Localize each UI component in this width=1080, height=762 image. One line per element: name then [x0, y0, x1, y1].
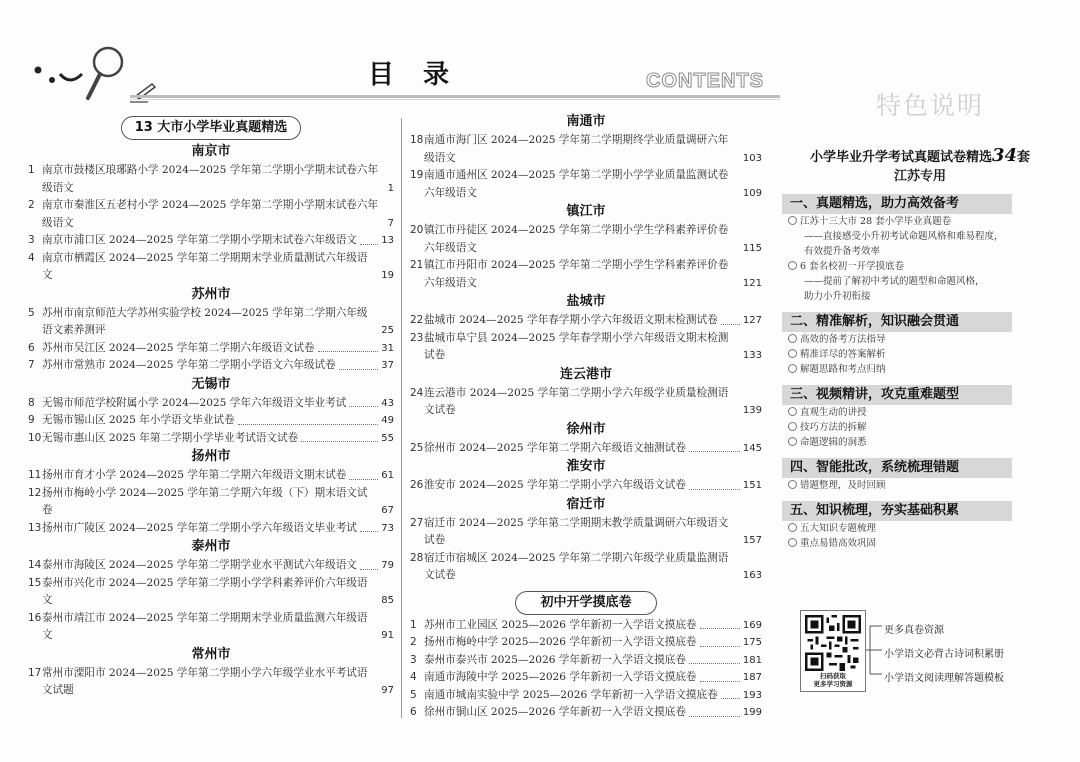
- bullet-dot-icon: [788, 261, 797, 270]
- toc-entry-page: 7: [387, 217, 394, 229]
- feature-bullet: [782, 274, 1058, 289]
- toc-entry[interactable]: [410, 385, 762, 420]
- toc-entry-title: 泰州市靖江市 2024—2025 学年第二学期期末学业质量监测六年级语文: [42, 611, 368, 641]
- city-heading: 泰州市: [191, 539, 231, 554]
- toc-entry[interactable]: [28, 575, 394, 610]
- toc-entry-title: 泰州市泰兴市 2025—2026 学年新初一入学语文摸底卷: [424, 653, 686, 666]
- toc-entry-number: 1: [28, 164, 35, 176]
- toc-entry-number: 8: [28, 396, 35, 409]
- resource-link-1[interactable]: 更多真卷资源: [884, 625, 944, 636]
- toc-entry[interactable]: [28, 162, 394, 197]
- toc-entry-page: 43: [381, 397, 394, 409]
- toc-entry-title: 宿迁市宿城区 2024—2025 学年第二学期六年级学业质量监测语文试卷: [424, 551, 729, 581]
- toc-entry-page: 67: [381, 505, 394, 516]
- toc-entry-title: 南通市城南实验中学 2025—2026 学年新初一入学语文摸底卷: [424, 688, 718, 701]
- toc-entry-title: 南通市通州区 2024—2025 学年第二学期小学学业质量监测试卷六年级语文: [424, 169, 729, 199]
- toc-entry-title: 扬州市梅岭小学 2024—2025 学年第二学期六年级（下）期末语文试卷: [42, 486, 368, 516]
- toc-entry-page: 85: [381, 595, 394, 606]
- book-title-prefix: 小学毕业升学考试真题试卷精选: [809, 150, 992, 165]
- toc-entry-number: 2: [28, 199, 35, 211]
- feature-bullet: [782, 362, 1058, 377]
- toc-entry-title: 南京市栖霞区 2024—2025 学年第二学期期末学业质量测试六年级语文: [42, 251, 368, 281]
- feature-band: 四、智能批改，系统梳理错题: [782, 458, 1012, 478]
- bullet-dot-icon: [788, 480, 797, 489]
- toc-leader-dots: [318, 351, 379, 352]
- toc-entry-number: 3: [28, 234, 35, 246]
- feature-bullet-text: ——直接感受小升初考试命题风格和难易程度，: [804, 231, 1004, 242]
- toc-entry-title: 无锡市锡山区 2025 年小学语文毕业试卷: [42, 414, 235, 426]
- toc-leader-dots: [689, 663, 740, 664]
- toc-entry-page: 121: [742, 277, 762, 289]
- toc-entry[interactable]: [410, 704, 762, 722]
- feature-bullet: [782, 521, 1058, 536]
- toc-entry-page: 145: [742, 442, 762, 454]
- toc-entry-page: 109: [742, 187, 762, 199]
- toc-entry-number: 16: [28, 611, 42, 624]
- city-heading: 宿迁市: [566, 496, 606, 512]
- toc-leader-dots: [700, 681, 740, 682]
- toc-entry-title: 南京市浦口区 2024—2025 学年第二学期小学期末试卷六年级语文: [42, 234, 357, 246]
- feature-bullet-text: 技巧方法的拆解: [800, 422, 867, 433]
- toc-entry[interactable]: [410, 132, 762, 167]
- toc-entry-title: 无锡市惠山区 2025 年第二学期小学毕业考试语文试卷: [42, 431, 299, 444]
- toc-entry-page: 1: [387, 182, 394, 194]
- middle-groups: [410, 112, 762, 585]
- toc-entry-page: 61: [381, 470, 394, 481]
- toc-entry[interactable]: [28, 250, 394, 285]
- toc-entry-title: 南京市秦淮区五老村小学 2024—2025 学年第二学期小学期末试卷六年级语文: [42, 199, 379, 229]
- column-divider: [401, 118, 402, 718]
- feature-bullet-text: ——提前了解初中考试的题型和命题风格，: [804, 276, 985, 287]
- feature-bullet-text: 命题逻辑的洞悉: [800, 437, 867, 448]
- toc-leader-dots: [689, 489, 740, 490]
- toc-entry[interactable]: [28, 665, 394, 700]
- toc-leader-dots: [360, 569, 378, 570]
- feature-bullet-text: 直观生动的讲授: [800, 407, 867, 418]
- toc-entry-number: 9: [28, 414, 35, 426]
- toc-entry-number: 22: [410, 314, 424, 326]
- feature-bullet: [782, 259, 1058, 274]
- toc-entry-page: 25: [381, 325, 394, 336]
- toc-entry-page: 55: [381, 432, 394, 444]
- toc-entry[interactable]: [410, 440, 762, 458]
- bullet-dot-icon: [788, 364, 797, 373]
- city-heading: 盐城市: [566, 294, 606, 309]
- toc-entry[interactable]: [28, 197, 394, 232]
- feature-band: 三、视频精讲，攻克重难题型: [782, 385, 1012, 405]
- toc-entry[interactable]: [410, 617, 762, 635]
- city-heading: 苏州市: [191, 286, 231, 302]
- toc-entry-page: 91: [381, 630, 394, 641]
- city-heading: 无锡市: [191, 376, 231, 392]
- city-heading: 南京市: [191, 144, 231, 159]
- toc-entry-page: 181: [742, 654, 762, 666]
- city-heading: 淮安市: [566, 459, 606, 474]
- feature-bullet: [782, 289, 1058, 304]
- feature-bullet-text: 解题思路和考点归纳: [800, 364, 886, 375]
- features-title: 特色说明: [875, 91, 984, 120]
- toc-entry-page: 115: [742, 242, 762, 254]
- feature-bullet: [782, 536, 1058, 551]
- toc-entry[interactable]: [410, 550, 762, 585]
- toc-entry-title: 泰州市兴化市 2024—2025 学年第二学期小学学科素养评价六年级语文: [42, 576, 368, 606]
- toc-leader-dots: [721, 324, 740, 325]
- toc-entry[interactable]: [28, 232, 394, 250]
- toc-entry-number: 25: [410, 441, 424, 454]
- toc-leader-dots: [339, 369, 379, 370]
- toc-entry-number: 14: [28, 559, 42, 571]
- toc-entry-page: 37: [381, 360, 394, 371]
- toc-entry[interactable]: [410, 515, 762, 550]
- toc-entry-title: 淮安市 2024—2025 学年第二学期小学六年级语文试卷: [424, 479, 686, 491]
- feature-bullet-text: 错题整理，及时回顾: [800, 480, 886, 491]
- feature-bullet-text: 6 套名校初一开学摸底卷: [800, 261, 905, 272]
- toc-entry-number: 4: [28, 251, 35, 264]
- features-sidebar: [782, 86, 1058, 551]
- toc-entry-page: 31: [381, 342, 394, 354]
- toc-entry-title: 镇江市丹阳市 2024—2025 学年第二学期小学生学科素养评价卷六年级语文: [424, 259, 729, 289]
- toc-entry-number: 6: [410, 706, 417, 718]
- toc-entry-number: 26: [410, 479, 424, 491]
- toc-entry-page: 79: [381, 560, 394, 571]
- toc-entry-title: 扬州市广陵区 2024—2025 学年第二学期小学六年级语文毕业考试: [42, 521, 357, 534]
- feature-band: 二、精准解析，知识融会贯通: [782, 312, 1012, 332]
- toc-entry-number: 1: [410, 618, 417, 631]
- toc-entry-number: 6: [28, 341, 35, 354]
- city-heading: 连云港市: [559, 366, 612, 382]
- toc-entry-number: 18: [410, 134, 424, 146]
- qr-caption-line2: 更多学习资源: [813, 680, 853, 688]
- feature-bullet: [782, 347, 1058, 362]
- book-title-suffix: 套: [1017, 150, 1031, 165]
- toc-entry-number: 11: [28, 469, 42, 481]
- bullet-dot-icon: [788, 334, 797, 343]
- toc-entry-number: 21: [410, 259, 424, 271]
- toc-entry-number: 5: [28, 306, 35, 319]
- book-title: [782, 146, 1058, 167]
- toc-entry[interactable]: [410, 687, 762, 705]
- toc-entry-title: 南通市海门区 2024—2025 学年第二学期期终学业质量调研六年级语文: [424, 134, 729, 164]
- toc-entry-page: 151: [742, 480, 762, 491]
- toc-entry-title: 无锡市师范学校附属小学 2024—2025 学年六年级语文毕业考试: [42, 396, 347, 409]
- toc-entry-number: 27: [410, 516, 424, 529]
- toc-entry[interactable]: [28, 340, 394, 358]
- toc-entry-number: 2: [410, 636, 417, 648]
- toc-entry-title: 南通市海陵中学 2025—2026 学年新初一入学语文摸底卷: [424, 671, 697, 683]
- toc-entry[interactable]: [28, 395, 394, 413]
- feature-bullet: [782, 229, 1058, 244]
- book-title-count: 34: [991, 145, 1018, 166]
- qr-caption-line1: 扫码获取: [820, 672, 846, 680]
- toc-entry-title: 苏州市常熟市 2024—2025 学年第二学期小学语文六年级试卷: [42, 359, 336, 371]
- toc-entry[interactable]: [28, 610, 394, 645]
- feature-bullet-text: 精准详尽的答案解析: [800, 349, 886, 360]
- resource-connector-lines: [866, 618, 886, 682]
- toc-entry[interactable]: [28, 467, 394, 485]
- toc-entry-number: 19: [410, 169, 424, 181]
- bullet-dot-icon: [788, 538, 797, 547]
- toc-entry-page: 157: [742, 535, 762, 546]
- toc-entry-page: 19: [381, 270, 394, 281]
- toc-entry-title: 徐州市铜山区 2025—2026 学年新初一入学语文摸底卷: [424, 706, 686, 718]
- toc-leader-dots: [301, 441, 378, 442]
- feature-sections: [782, 194, 1058, 551]
- toc-entry-title: 镇江市丹徒区 2024—2025 学年第二学期小学生学科素养评价卷六年级语文: [424, 224, 729, 254]
- header-rule-thin: [130, 99, 780, 100]
- feature-bullet: [782, 244, 1058, 259]
- feature-bullet-text: 高效的备考方法指导: [800, 334, 886, 345]
- book-subtitle: 江苏专用: [893, 169, 946, 184]
- toc-entry[interactable]: [28, 305, 394, 340]
- toc-leader-dots: [700, 628, 740, 629]
- qr-code-panel[interactable]: [800, 610, 866, 692]
- toc-entry-number: 4: [410, 671, 417, 683]
- toc-entry-page: 133: [742, 350, 762, 361]
- header-rule: [130, 95, 780, 98]
- toc-entry-title: 徐州市 2024—2025 学年第二学期六年级语文抽测试卷: [424, 441, 686, 454]
- toc-entry-number: 15: [28, 576, 42, 589]
- bullet-dot-icon: [788, 437, 797, 446]
- toc-entry-number: 20: [410, 224, 424, 236]
- toc-entry-page: 73: [381, 522, 394, 534]
- feature-bullet-text: 江苏十三大市 28 套小学毕业真题卷: [800, 216, 952, 227]
- toc-entry-title: 南京市鼓楼区琅琊路小学 2024—2025 学年第二学期小学期末试卷六年级语文: [42, 164, 379, 194]
- toc-entry[interactable]: [410, 257, 762, 292]
- feature-bullet: [782, 332, 1058, 347]
- toc-entry-page: 199: [742, 707, 762, 718]
- toc-entry-title: 连云港市 2024—2025 学年第二学期小学六年级学业质量检测语文试卷: [424, 386, 729, 416]
- toc-entry-number: 10: [28, 431, 42, 444]
- toc-left-column: [28, 112, 394, 700]
- toc-entry-page: 127: [742, 315, 762, 326]
- toc-entry-page: 175: [742, 637, 762, 648]
- toc-leader-dots: [360, 531, 378, 532]
- toc-entry-number: 12: [28, 486, 42, 499]
- toc-entry-page: 193: [742, 689, 762, 701]
- toc-entry[interactable]: [28, 357, 394, 375]
- qr-code-icon[interactable]: [805, 615, 861, 671]
- resource-link-2[interactable]: 小学语文必背古诗词积累册: [884, 649, 1004, 660]
- toc-entry-number: 13: [28, 521, 42, 534]
- toc-entry[interactable]: [28, 412, 394, 430]
- toc-entry-title: 盐城市 2024—2025 学年春学期小学六年级语文期末检测试卷: [424, 314, 718, 326]
- toc-entry-page: 13: [381, 235, 394, 246]
- toc-entry-number: 23: [410, 331, 424, 344]
- city-heading: 南通市: [566, 114, 606, 129]
- toc-entry-number: 7: [28, 359, 35, 371]
- toc-entry[interactable]: [410, 634, 762, 652]
- toc-entry-page: 163: [742, 570, 762, 581]
- toc-entry-page: 49: [381, 415, 394, 426]
- toc-entry-page: 187: [742, 672, 762, 683]
- toc-entry-page: 103: [742, 152, 762, 164]
- bullet-dot-icon: [788, 523, 797, 532]
- toc-entry[interactable]: [410, 167, 762, 202]
- toc-entry-number: 5: [410, 688, 417, 701]
- toc-entry-page: 169: [742, 619, 762, 631]
- toc-leader-dots: [689, 716, 740, 717]
- toc-entry-number: 3: [410, 653, 417, 666]
- section-title-graduation: 13 大市小学毕业真题精选: [121, 116, 301, 140]
- toc-entry[interactable]: [410, 312, 762, 330]
- left-groups: [28, 142, 394, 700]
- toc-entry[interactable]: [28, 485, 394, 520]
- city-heading: 镇江市: [566, 204, 606, 219]
- toc-entry-title: 苏州市工业园区 2025—2026 学年新初一入学语文摸底卷: [424, 618, 697, 631]
- toc-entry-title: 苏州市南京师范大学苏州实验学校 2024—2025 学年第二学期六年级语文素养测评: [42, 306, 368, 336]
- toc-entry[interactable]: [28, 430, 394, 448]
- toc-entry[interactable]: [410, 477, 762, 495]
- city-heading: 扬州市: [191, 449, 231, 464]
- bullet-dot-icon: [788, 349, 797, 358]
- contents-heading: CONTENTS: [646, 70, 764, 92]
- toc-entry-number: 24: [410, 386, 424, 399]
- page-title: 目 录: [368, 60, 460, 90]
- bullet-dot-icon: [788, 407, 797, 416]
- toc-entry-page: 139: [742, 405, 762, 416]
- resource-link-3[interactable]: 小学语文阅读理解答题模板: [884, 673, 1004, 684]
- toc-leader-dots: [349, 479, 378, 480]
- toc-entry-title: 常州市溧阳市 2024—2025 学年第二学期小学六年级学业水平考试语文试题: [42, 666, 368, 696]
- toc-entry[interactable]: [410, 330, 762, 365]
- qr-caption: [801, 672, 865, 688]
- entrance-items: [410, 617, 762, 722]
- toc-leader-dots: [700, 646, 740, 647]
- feature-bullet: [782, 214, 1058, 229]
- toc-leader-dots: [238, 424, 379, 425]
- feature-bullet-text: 重点易错高效巩固: [800, 538, 877, 549]
- bullet-dot-icon: [788, 216, 797, 225]
- toc-entry[interactable]: [28, 557, 394, 575]
- toc-entry-number: 17: [28, 666, 42, 679]
- toc-entry-title: 盐城市阜宁县 2024—2025 学年春学期小学六年级语文期末检测试卷: [424, 331, 729, 361]
- feature-bullet: [782, 478, 1058, 493]
- city-heading: 徐州市: [566, 421, 606, 437]
- toc-leader-dots: [349, 406, 378, 407]
- feature-bullet: [782, 420, 1058, 435]
- toc-entry[interactable]: [410, 652, 762, 670]
- feature-band: 一、真题精选，助力高效备考: [782, 194, 1012, 214]
- toc-entry[interactable]: [410, 222, 762, 257]
- toc-middle-column: [410, 112, 762, 722]
- city-heading: 常州市: [191, 646, 231, 662]
- toc-leader-dots: [721, 698, 740, 699]
- toc-entry-title: 苏州市吴江区 2024—2025 学年第二学期六年级语文试卷: [42, 341, 315, 354]
- toc-entry-page: 97: [381, 685, 394, 696]
- bullet-dot-icon: [788, 422, 797, 431]
- toc-entry[interactable]: [28, 520, 394, 538]
- feature-bullet-text: 有效提升备考效率: [804, 246, 881, 257]
- feature-band: 五、知识梳理，夯实基础积累: [782, 501, 1012, 521]
- feature-bullet: [782, 435, 1058, 450]
- feature-bullet-text: 五大知识专题梳理: [800, 523, 877, 534]
- toc-entry[interactable]: [410, 669, 762, 687]
- toc-leader-dots: [689, 451, 740, 452]
- toc-entry-title: 宿迁市 2024—2025 学年第二学期期末教学质量调研六年级语文试卷: [424, 516, 729, 546]
- toc-entry-number: 28: [410, 551, 424, 564]
- toc-leader-dots: [360, 244, 378, 245]
- toc-entry-title: 扬州市梅岭中学 2025—2026 学年新初一入学语文摸底卷: [424, 636, 697, 648]
- section-title-entrance: 初中开学摸底卷: [515, 591, 657, 615]
- feature-bullet-text: 助力小升初衔接: [804, 291, 871, 302]
- toc-entry-title: 泰州市海陵区 2024—2025 学年第二学期学业水平测试六年级语文: [42, 559, 357, 571]
- feature-bullet: [782, 405, 1058, 420]
- toc-entry-title: 扬州市育才小学 2024—2025 学年第二学期六年级语文期末试卷: [42, 469, 347, 481]
